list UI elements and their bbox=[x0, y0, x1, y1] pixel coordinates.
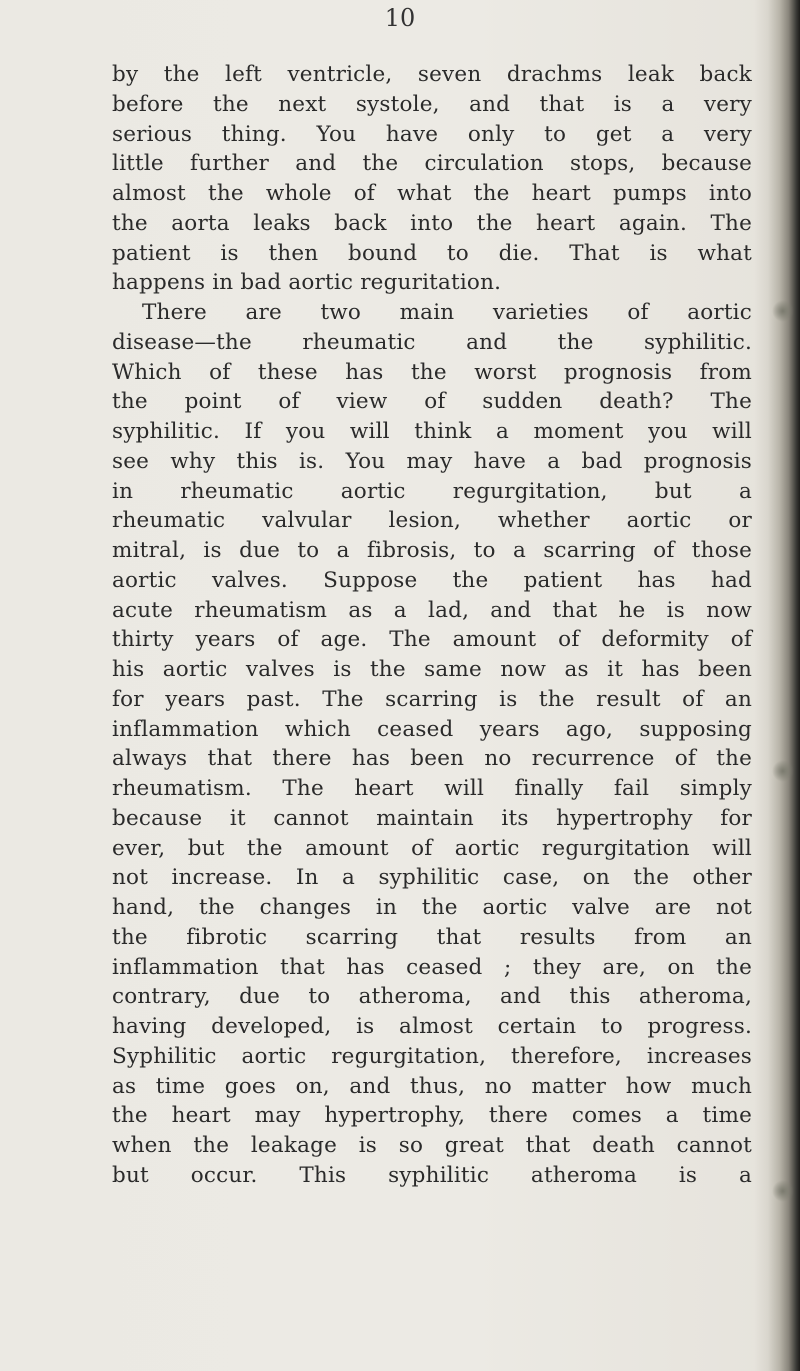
binding-mark bbox=[772, 300, 794, 322]
text-line: the fibrotic scarring that results from an bbox=[112, 924, 752, 950]
text-line: the aorta leaks back into the heart again. The bbox=[112, 210, 752, 236]
binding-mark bbox=[772, 1180, 794, 1202]
text-line: contrary, due to atheroma, and this atheroma, bbox=[112, 984, 752, 1010]
text-line: when the leakage is so great that death cannot bbox=[112, 1133, 752, 1158]
text-line: acute rheumatism as a lad, and that he is now bbox=[112, 597, 752, 623]
body-text bbox=[112, 60, 752, 1191]
text-line: inflammation which ceased years ago, supposing bbox=[112, 716, 752, 742]
text-line: Which of these has the worst prognosis from bbox=[112, 359, 752, 385]
text-line: by the left ventricle, seven drachms leak back bbox=[112, 62, 752, 87]
text-line: the heart may hypertrophy, there comes a time bbox=[112, 1103, 752, 1129]
text-line: because it cannot maintain its hypertrophy for bbox=[112, 805, 752, 831]
text-line: having developed, is almost certain to progress. bbox=[112, 1014, 752, 1039]
text-line: rheumatism. The heart will finally fail simply bbox=[112, 776, 752, 801]
text-line: serious thing. You have only to get a very bbox=[112, 121, 752, 147]
text-line: his aortic valves is the same now as it has been bbox=[112, 657, 752, 682]
text-line: There are two main varieties of aortic bbox=[142, 300, 752, 325]
text-line: syphilitic. If you will think a moment you will bbox=[112, 419, 752, 444]
text-line: but occur. This syphilitic atheroma is a bbox=[112, 1162, 752, 1188]
text-line: disease—the rheumatic and the syphilitic. bbox=[112, 329, 752, 355]
text-line: in rheumatic aortic regurgitation, but a bbox=[112, 478, 752, 504]
book-spine-shadow bbox=[754, 0, 800, 1371]
text-line: almost the whole of what the heart pumps into bbox=[112, 181, 752, 206]
text-line: thirty years of age. The amount of deformity of bbox=[112, 627, 752, 653]
text-line: aortic valves. Suppose the patient has had bbox=[112, 567, 752, 593]
text-line: hand, the changes in the aortic valve are not bbox=[112, 895, 752, 920]
page-number: 10 bbox=[384, 4, 416, 32]
text-line: before the next systole, and that is a very bbox=[112, 91, 752, 117]
text-line: little further and the circulation stops, because bbox=[112, 151, 752, 177]
binding-mark bbox=[772, 760, 794, 782]
text-line: rheumatic valvular lesion, whether aortic or bbox=[112, 508, 752, 534]
text-line: mitral, is due to a fibrosis, to a scarring of those bbox=[112, 538, 752, 563]
text-line: happens in bad aortic reguritation. bbox=[112, 270, 502, 296]
text-line: Syphilitic aortic regurgitation, therefore, increases bbox=[112, 1043, 752, 1069]
text-line: inflammation that has ceased ; they are, on the bbox=[112, 954, 752, 980]
text-line: for years past. The scarring is the result of an bbox=[112, 686, 752, 712]
text-line: ever, but the amount of aortic regurgitation will bbox=[112, 835, 752, 861]
text-line: as time goes on, and thus, no matter how much bbox=[112, 1073, 752, 1099]
text-line: the point of view of sudden death? The bbox=[112, 389, 752, 415]
text-line: not increase. In a syphilitic case, on the other bbox=[112, 865, 752, 891]
text-line: patient is then bound to die. That is what bbox=[112, 240, 752, 266]
text-line: always that there has been no recurrence of the bbox=[112, 746, 752, 772]
text-line: see why this is. You may have a bad prognosis bbox=[112, 448, 752, 474]
